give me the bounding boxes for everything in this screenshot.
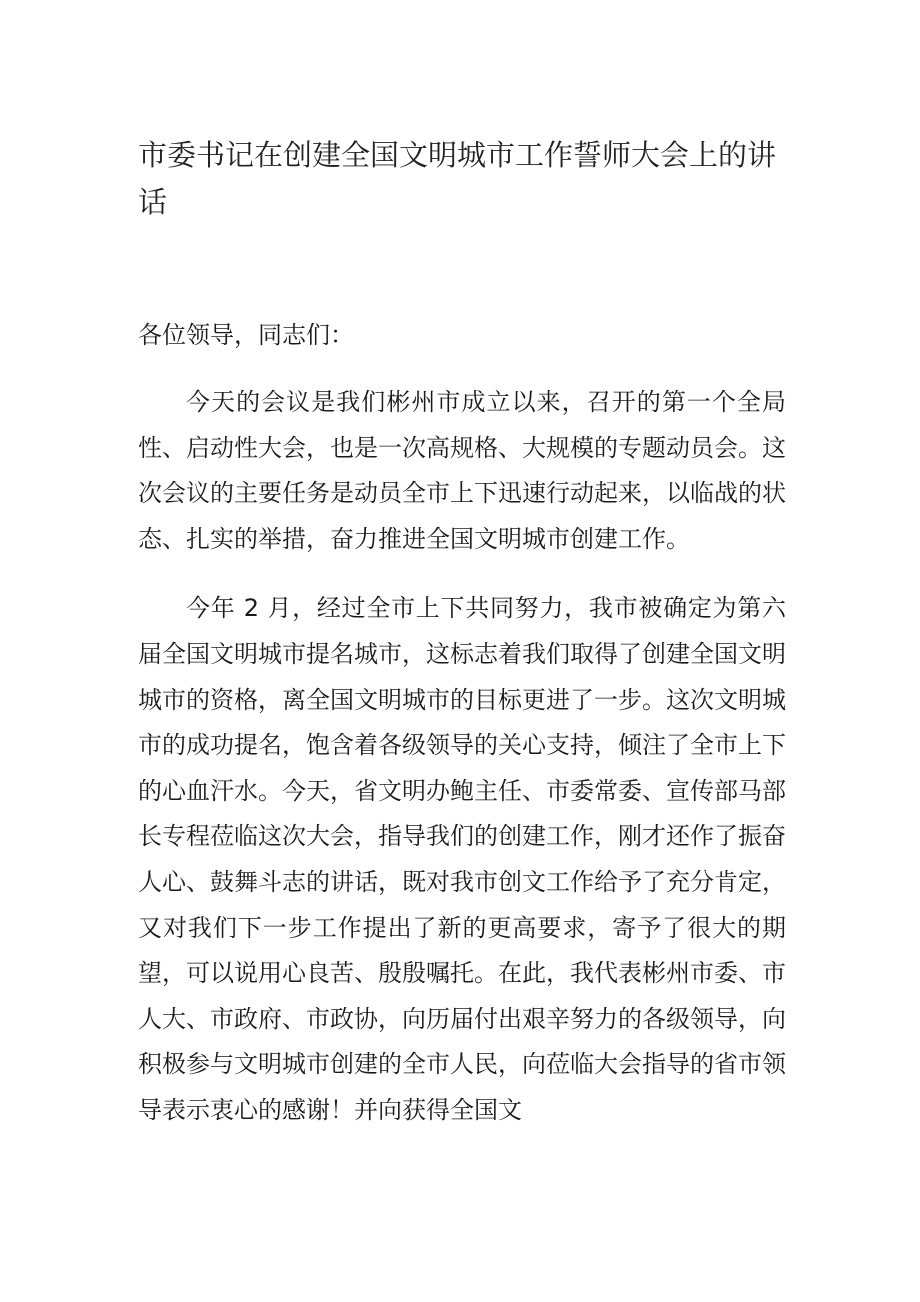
salutation: 各位领导，同志们： [138, 321, 354, 349]
paragraph-1: 今天的会议是我们彬州市成立以来，召开的第一个全局性、启动性大会，也是一次高规格、大规模的专题动员会。这次会议的主要任务是动员全市上下迅速行动起来，以临战的状态、扎实的举措，奋力推进全国文明城市创建工作。 [138, 388, 786, 553]
document-title: 市委书记在创建全国文明城市工作誓师大会上的讲话 [138, 138, 777, 219]
paragraph-2: 今年 2 月，经过全市上下共同努力，我市被确定为第六届全国文明城市提名城市，这标志着我们取得了创建全国文明城市的资格，离全国文明城市的目标更进了一步。这次文明城市的成功提名，饱含着各级领导的关心支持，倾注了全市上下的心血汗水。今天，省文明办鲍主任、市委常委、宣传部马部长专程莅临这次大会，指导我们的创建工作，刚才还作了振奋人心、鼓舞斗志的讲话，既对我市创文工作给予了充分肯定，又对我们下一步工作提出了新的更高要求，寄予了很大的期望，可以说用心良苦、殷殷嘱托。在此，我代表彬州市委、市人大、市政府、市政协，向历届付出艰辛努力的各级领导，向积极参与文明城市创建的全市人民，向莅临大会指导的省市领导表示衷心的感谢！并向获得全国文 [138, 594, 786, 1124]
document-body [138, 312, 786, 1134]
